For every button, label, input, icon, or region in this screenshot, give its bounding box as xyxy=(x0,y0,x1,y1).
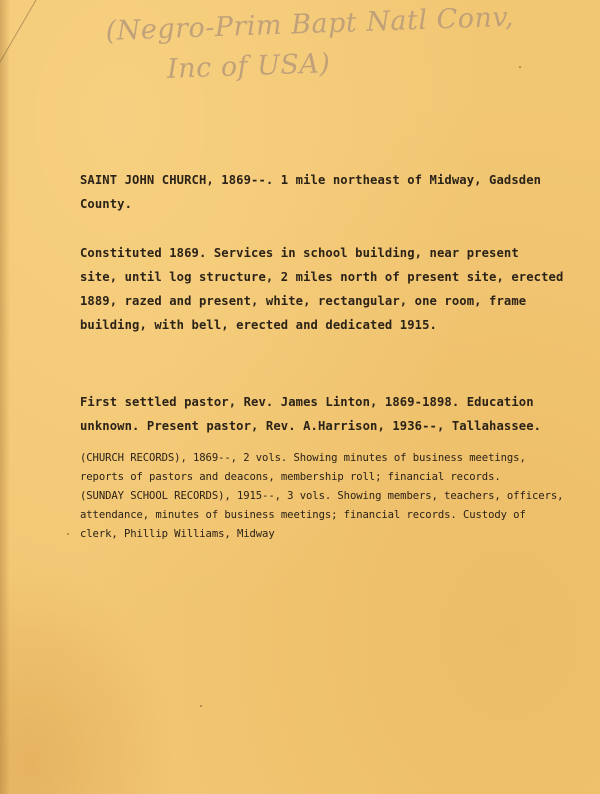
records-paragraph xyxy=(80,449,563,544)
text-line: SAINT JOHN CHURCH, 1869--. 1 mile northeast of Midway, Gadsden xyxy=(80,173,542,187)
text-line: (SUNDAY SCHOOL RECORDS), 1915--, 3 vols. Showing members, teachers, officers, xyxy=(80,490,564,502)
church-heading-paragraph xyxy=(80,168,541,216)
handwritten-line-2: Inc of USA) xyxy=(166,48,331,85)
text-line: building, with bell, erected and dedicated 1915. xyxy=(80,318,437,332)
paper-speck xyxy=(519,66,521,68)
paper-speck xyxy=(200,705,202,707)
text-line: Constituted 1869. Services in school building, near present xyxy=(80,246,519,260)
pastor-paragraph xyxy=(80,390,541,438)
handwritten-annotation xyxy=(105,0,568,92)
text-line: attendance, minutes of business meetings; financial records. Custody of xyxy=(80,509,526,521)
text-line: site, until log structure, 2 miles north of present site, erected xyxy=(80,270,564,284)
text-line: County. xyxy=(80,197,133,211)
text-line: reports of pastors and deacons, membership roll; financial records. xyxy=(80,471,501,483)
text-line: First settled pastor, Rev. James Linton, 1869-1898. Education xyxy=(80,395,534,409)
corner-crease-mark xyxy=(0,0,40,70)
text-line: clerk, Phillip Williams, Midway xyxy=(80,528,275,540)
paper-speck xyxy=(67,533,69,535)
handwritten-line-1: (Negro-Prim Bapt Natl Conv, xyxy=(105,1,515,47)
history-paragraph xyxy=(80,241,563,337)
text-line: unknown. Present pastor, Rev. A.Harrison, 1936--, Tallahassee. xyxy=(80,419,542,433)
text-line: (CHURCH RECORDS), 1869--, 2 vols. Showing minutes of business meetings, xyxy=(80,452,526,464)
text-line: 1889, razed and present, white, rectangular, one room, frame xyxy=(80,294,527,308)
page-edge-shadow xyxy=(0,0,10,794)
